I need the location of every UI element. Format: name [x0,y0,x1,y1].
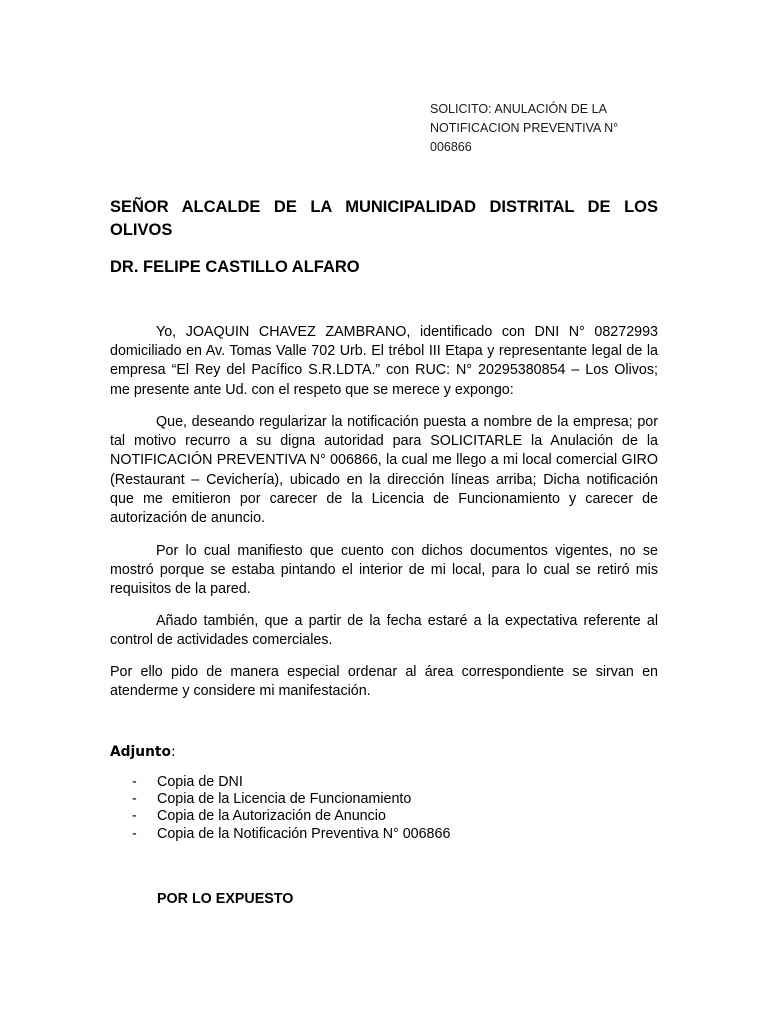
addressee-heading: SEÑOR ALCALDE DE LA MUNICIPALIDAD DISTRITAL DE LOS OLIVOS [110,198,658,239]
list-bullet: - [132,808,137,825]
list-item-text: Copia de la Notificación Preventiva N° 006866 [157,825,451,842]
attachments-label-colon: : [171,744,176,760]
attachments-label-text: Adjunto [110,744,172,760]
list-item [132,808,450,825]
body-paragraph: Yo, JOAQUIN CHAVEZ ZAMBRANO, identificado con DNI N° 08272993 domiciliado en Av. Tomas Valle 702 Urb. El trébol III Etapa y representante legal de la empresa “El Rey del Pacífico S.R.LDTA.” con RUC: N° 20295380854 – Los Olivos; me presente ante Ud. con el respeto que se merece y expongo: [110,324,658,398]
body-paragraph: Añado también, que a partir de la fecha estaré a la expectativa referente al control de actividades comerciales. [110,613,658,649]
list-bullet: - [132,774,137,790]
list-item [132,774,450,791]
attachments-label [110,743,176,762]
list-bullet: - [132,825,137,842]
list-item [132,791,450,808]
subject-line: SOLICITO: ANULACIÓN DE LA [430,102,607,116]
closing-heading: POR LO EXPUESTO [157,891,294,907]
list-item-text: Copia de la Licencia de Funcionamiento [157,791,412,808]
list-item-text: Copia de la Autorización de Anuncio [157,808,386,825]
subject-line: 006866 [430,140,472,154]
list-bullet: - [132,791,137,808]
subject-block [430,100,670,157]
body-paragraph: Que, deseando regularizar la notificación puesta a nombre de la empresa; por tal motivo recurro a su digna autoridad para SOLICITARLE la Anulación de la NOTIFICACIÓN PREVENTIVA N° 006866, la cual me llego a mi local comercial GIRO (Restaurant – Cevichería), ubicado en la dirección líneas arriba; Dicha notificación que me emitieron por carecer de la Licencia de Funcionamiento y carecer de autorización de anuncio. [110,414,658,527]
attachments-list [132,774,450,843]
list-item [132,826,450,843]
list-item-text: Copia de DNI [157,774,243,790]
body-paragraph: Por lo cual manifiesto que cuento con dichos documentos vigentes, no se mostró porque se estaba pintando el interior de mi local, para lo cual se retiró mis requisitos de la pared. [110,543,658,598]
subject-line: NOTIFICACION PREVENTIVA N° [430,121,619,135]
doctor-heading: DR. FELIPE CASTILLO ALFARO [110,258,360,276]
body-paragraph: Por ello pido de manera especial ordenar al área correspondiente se sirvan en atenderme y considere mi manifestación. [110,664,658,700]
